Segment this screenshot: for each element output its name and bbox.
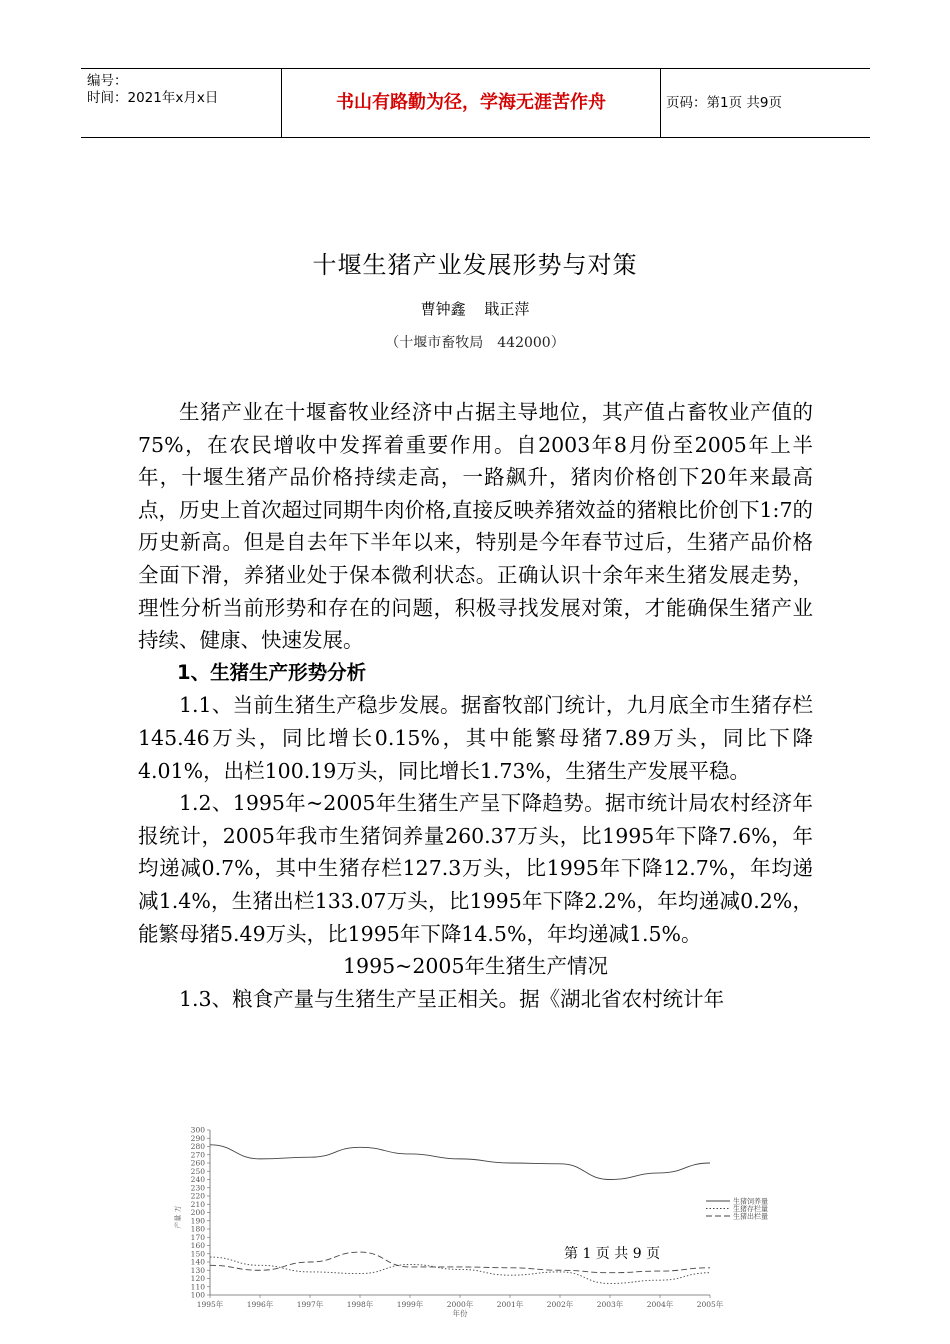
y-tick-label: 230: [190, 1183, 205, 1193]
page-header: [81, 68, 870, 138]
y-tick-label: 260: [190, 1158, 205, 1168]
y-tick-label: 100: [190, 1290, 205, 1300]
x-tick-label: 1999年: [396, 1300, 424, 1309]
x-tick-label: 1998年: [346, 1300, 374, 1309]
paragraph-1-1: 1.1、当前生猪生产稳步发展。据畜牧部门统计，九月底全市生猪存栏145.46万头，同比增长0.15%，其中能繁母猪7.89万头，同比下降4.01%，出栏100.19万头，同比增长1.73%，生猪生产发展平稳。: [138, 693, 813, 783]
number-label: 编号：: [87, 73, 128, 89]
y-tick-label: 140: [190, 1257, 205, 1267]
paragraph-1-2: 1.2、1995年~2005年生猪生产呈下降趋势。据市统计局农村经济年报统计，2005年我市生猪饲养量260.37万头，比1995年下降7.6%，年均递减0.7%，其中生猪存栏127.3万头，比1995年下降12.7%，年均递减1.4%，生猪出栏133.07万头，比1995年下降2.2%，年均递减0.2%，能繁母猪5.49万头，比1995年下降14.5%，年均递减1.5%。: [138, 791, 813, 946]
legend-label-1: 生猪饲养量: [733, 1197, 768, 1206]
x-tick-label: 2004年: [646, 1300, 674, 1309]
y-tick-label: 210: [190, 1199, 205, 1209]
y-tick-label: 290: [190, 1133, 205, 1143]
section-heading: 1、生猪生产形势分析: [177, 660, 367, 684]
y-tick-label: 280: [190, 1142, 205, 1151]
motto: 书山有路勤为径，学海无涯苦作舟: [281, 69, 661, 137]
y-tick-label: 220: [190, 1191, 205, 1201]
page-footer: 第 1 页 共 9 页: [560, 1243, 664, 1263]
y-tick-label: 120: [190, 1274, 205, 1283]
y-tick-label: 270: [190, 1150, 205, 1160]
chart-caption: 1995~2005年生猪生产情况: [342, 954, 609, 979]
chart-axes: [173, 1126, 724, 1319]
x-tick-label: 2005年: [696, 1300, 724, 1309]
document-title: 十堰生猪产业发展形势与对策: [312, 251, 638, 279]
series-line-1: [210, 1145, 710, 1180]
authors: 曹钟鑫 戢正萍: [420, 300, 530, 318]
affiliation: （十堰市畜牧局 442000）: [385, 335, 565, 351]
paragraph-1-3: 1.3、粮食产量与生猪生产呈正相关。据《湖北省农村统计年: [179, 986, 725, 1011]
y-tick-label: 160: [190, 1241, 205, 1250]
y-tick-label: 150: [190, 1249, 205, 1259]
y-tick-label: 250: [190, 1166, 205, 1176]
document-body: [138, 396, 813, 1015]
chart-legend: [706, 1197, 768, 1221]
x-tick-label: 1997年: [296, 1300, 324, 1309]
y-tick-label: 200: [190, 1208, 205, 1217]
y-tick-label: 110: [190, 1282, 205, 1292]
y-tick-label: 190: [190, 1216, 205, 1226]
x-tick-label: 2003年: [596, 1300, 624, 1309]
x-tick-label: 2002年: [546, 1300, 574, 1309]
y-tick-label: 130: [190, 1265, 205, 1275]
x-tick-label: 2001年: [496, 1300, 524, 1309]
page-info: 页码：第1页 共9页: [666, 95, 782, 111]
date-label: 时间：2021年x月x日: [87, 90, 219, 106]
y-axis-label: 产量 万: [174, 1205, 182, 1229]
legend-label-3: 生猪出栏量: [733, 1212, 768, 1221]
x-tick-label: 2000年: [446, 1300, 474, 1309]
y-tick-label: 170: [190, 1232, 205, 1242]
y-tick-label: 240: [190, 1175, 205, 1184]
x-tick-label: 1996年: [246, 1300, 274, 1309]
legend-label-2: 生猪存栏量: [733, 1205, 768, 1213]
x-axis-label: 年份: [452, 1309, 468, 1318]
y-tick-label: 180: [190, 1224, 205, 1234]
paragraph-intro: 生猪产业在十堰畜牧业经济中占据主导地位，其产值占畜牧业产值的75%，在农民增收中发挥着重要作用。自2003年8月份至2005年上半年，十堰生猪产品价格持续走高，一路飙升，猪肉价格创下20年来最高点，历史上首次超过同期牛肉价格,直接反映养猪效益的猪粮比价创下1:7的历史新高。但是自去年下半年以来，特别是今年春节过后，生猪产品价格全面下滑，养猪业处于保本微利状态。正确认识十余年来生猪发展走势，理性分析当前形势和存在的问题，积极寻找发展对策，才能确保生猪产业持续、健康、快速发展。: [138, 400, 814, 653]
pig-production-chart: [168, 1122, 768, 1344]
y-tick-label: 300: [190, 1125, 205, 1135]
header-info-cell: [81, 69, 281, 137]
x-tick-label: 1995年: [196, 1300, 224, 1309]
